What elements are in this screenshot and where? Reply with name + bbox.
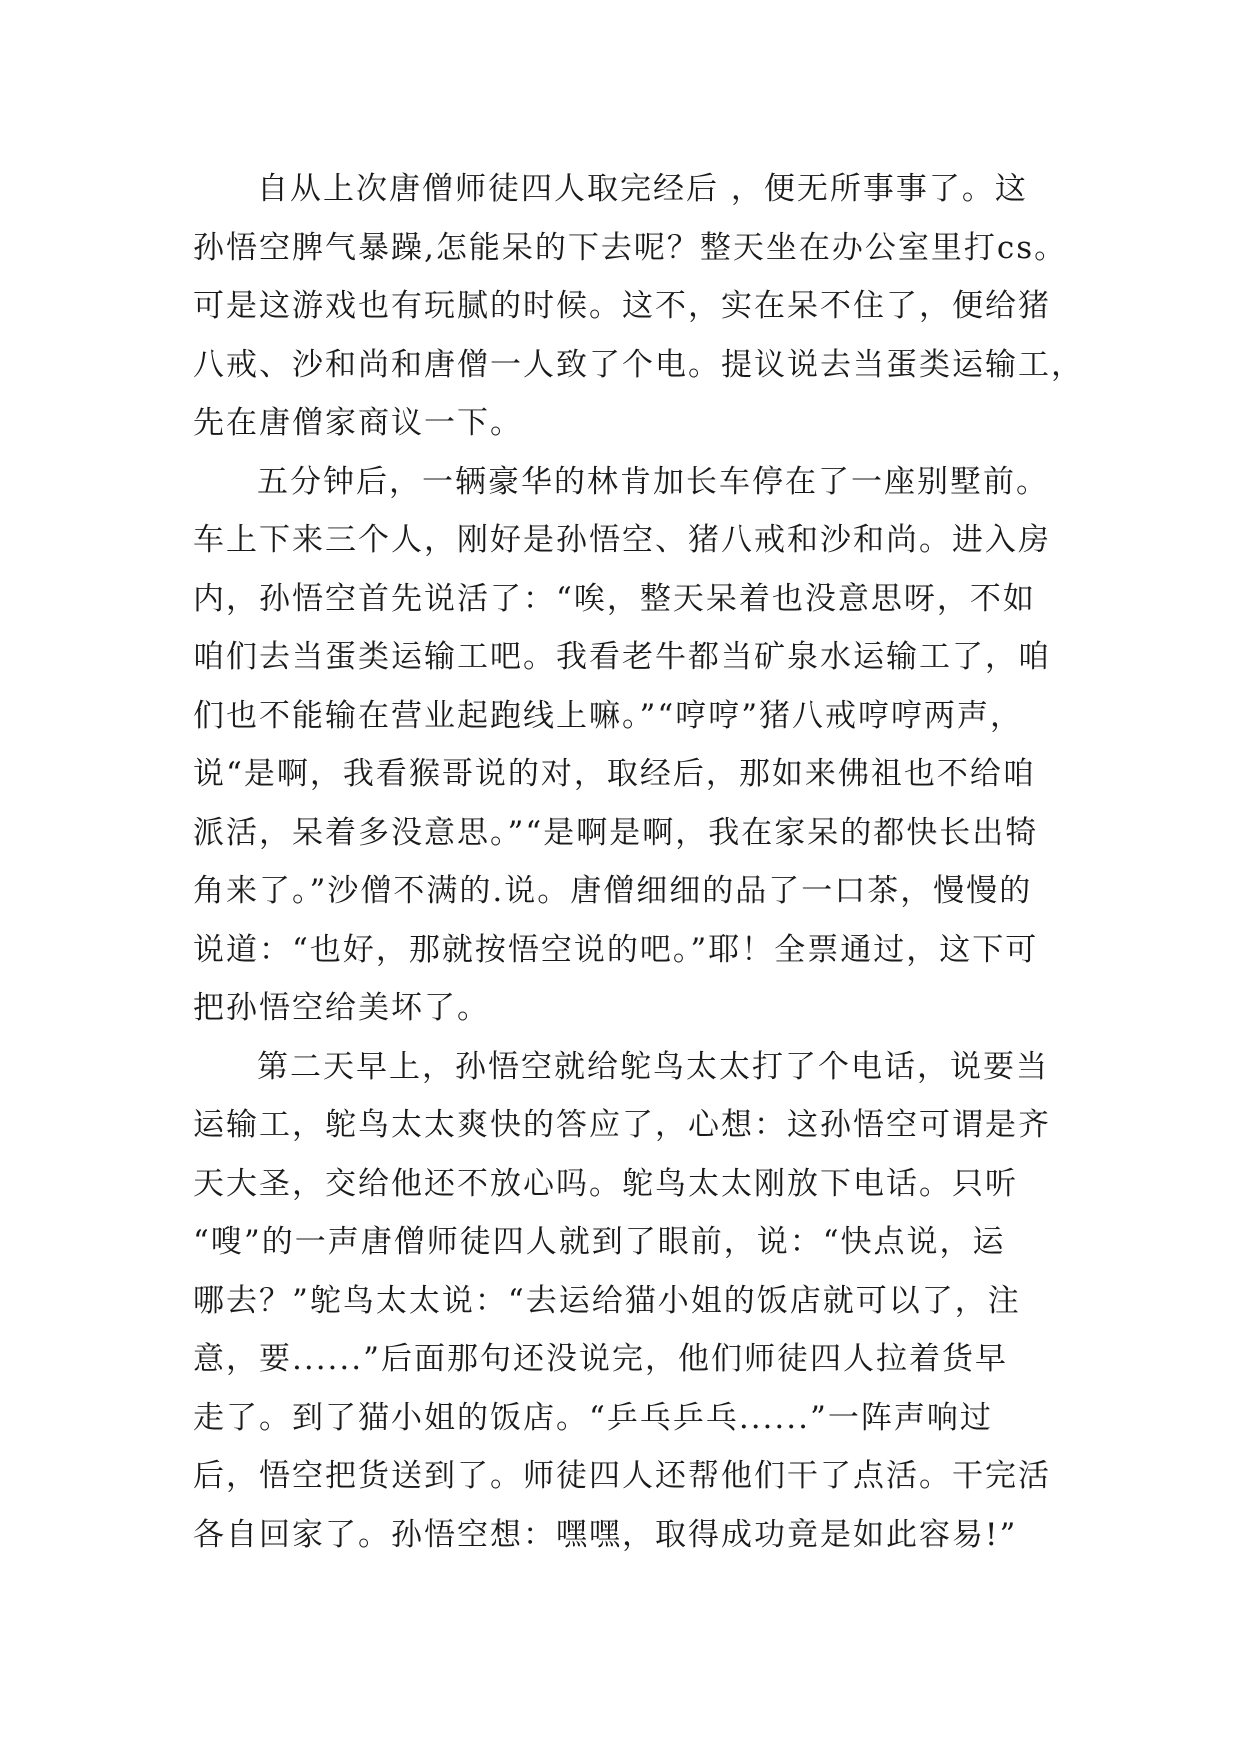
text-line: 说“是啊，我看猴哥说的对，取经后，那如来佛祖也不给咱 <box>193 756 1036 792</box>
text-line: 咱们去当蛋类运输工吧。我看老牛都当矿泉水运输工了，咱 <box>193 639 1051 675</box>
text-line: 孙悟空脾气暴躁,怎能呆的下去呢？整天坐在办公室里打cs。 <box>193 229 1068 266</box>
text-line: 五分钟后，一辆豪华的林肯加长车停在了一座别墅前。 <box>257 463 1049 500</box>
text-line: 意，要......”后面那句还没说完，他们师徒四人拉着货早 <box>193 1341 1008 1377</box>
text-line: 们也不能输在营业起跑线上嘛。”“哼哼”猪八戒哼哼两声， <box>193 697 1024 734</box>
text-line: 派活，呆着多没意思。”“是啊是啊，我在家呆的都快长出犄 <box>193 814 1039 851</box>
text-line: 各自回家了。孙悟空想：嘿嘿，取得成功竟是如此容易!” <box>193 1516 1018 1553</box>
text-line: 天大圣，交给他还不放心吗。鸵鸟太太刚放下电话。只听 <box>193 1165 1018 1202</box>
text-line: 自从上次唐僧师徒四人取完经后 ，便无所事事了。这 <box>257 171 1028 207</box>
document-body <box>193 160 1093 1564</box>
paragraph-3 <box>193 1038 1093 1565</box>
text-line: 车上下来三个人，刚好是孙悟空、猪八戒和沙和尚。进入房 <box>193 522 1051 558</box>
text-line: 运输工，鸵鸟太太爽快的答应了，心想：这孙悟空可谓是齐 <box>193 1107 1051 1143</box>
text-line: 把孙悟空给美坏了。 <box>193 990 490 1026</box>
text-line: 可是这游戏也有玩腻的时候。这不，实在呆不住了，便给猪 <box>193 288 1051 324</box>
text-line: 说道：“也好，那就按悟空说的吧。”耶！全票通过，这下可 <box>193 931 1039 968</box>
text-line: 第二天早上，孙悟空就给鸵鸟太太打了个电话，说要当 <box>257 1048 1049 1085</box>
paragraph-2 <box>193 453 1093 1038</box>
paragraph-1 <box>193 160 1093 453</box>
text-line: 先在唐僧家商议一下。 <box>193 405 523 441</box>
text-line: 角来了。”沙僧不满的.说。唐僧细细的品了一口茶，慢慢的 <box>193 873 1033 909</box>
text-line: “嗖”的一声唐僧师徒四人就到了眼前，说：“快点说，运 <box>193 1224 1006 1260</box>
text-line: 走了。到了猫小姐的饭店。“乒乓乒乓......”一阵声响过 <box>193 1399 993 1436</box>
text-line: 哪去？”鸵鸟太太说：“去运给猫小姐的饭店就可以了，注 <box>193 1282 1021 1319</box>
text-line: 后，悟空把货送到了。师徒四人还帮他们干了点活。干完活 <box>193 1458 1051 1494</box>
text-line: 八戒、沙和尚和唐僧一人致了个电。提议说去当蛋类运输工， <box>193 346 1084 383</box>
text-line: 内，孙悟空首先说活了：“唉，整天呆着也没意思呀，不如 <box>193 580 1036 617</box>
